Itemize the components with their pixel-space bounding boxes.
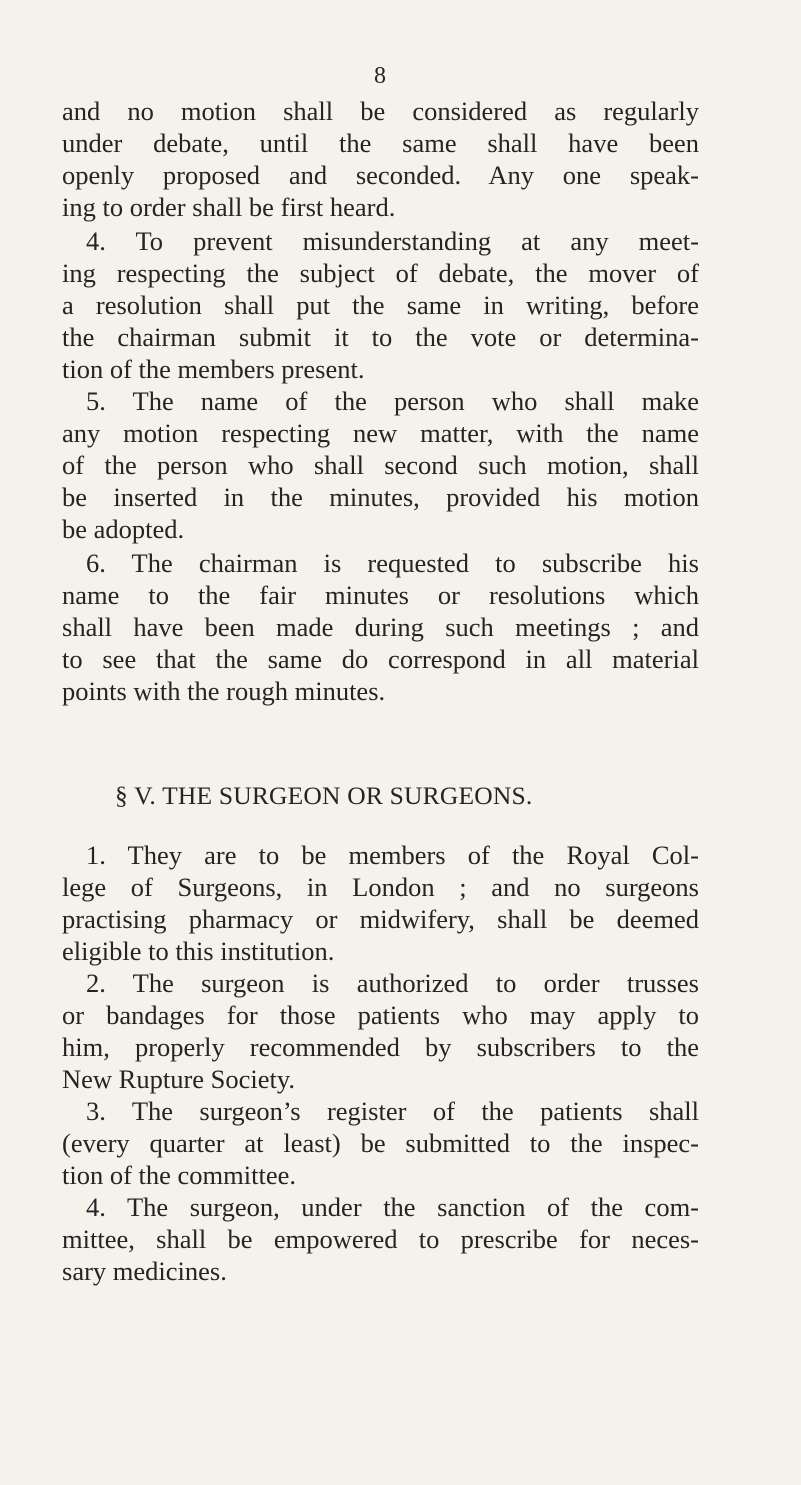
text-line: 5. The name of the person who shall make [86,386,699,416]
text-line: and no motion shall be considered as regularly [62,96,699,126]
text-line: the chairman submit it to the vote or determina- [62,322,699,352]
text-line: shall have been made during such meetings ; and [62,612,699,642]
text-line: name to the fair minutes or resolutions which [62,580,699,610]
text-line: 1. They are to be members of the Royal Col- [86,840,699,870]
text-line: 3. The surgeon’s register of the patients shall [86,1096,699,1126]
text-line: (every quarter at least) be submitted to the inspec- [62,1128,699,1158]
text-line: 2. The surgeon is authorized to order trusses [86,968,699,998]
text-line: or bandages for those patients who may apply to [62,1000,699,1030]
text-line: sary medicines. [62,1256,227,1286]
text-line: any motion respecting new matter, with the name [62,418,699,448]
text-line: ing respecting the subject of debate, the mover of [62,258,699,288]
text-line: ing to order shall be first heard. [62,192,396,222]
text-line: him, properly recommended by subscribers to the [62,1032,699,1062]
text-line: tion of the committee. [62,1160,297,1190]
text-line: to see that the same do correspond in all material [62,644,699,674]
text-line: a resolution shall put the same in writing, before [62,290,699,320]
text-line: mittee, shall be empowered to prescribe for neces- [62,1224,699,1254]
text-line: practising pharmacy or midwifery, shall be deemed [62,904,699,934]
text-line: 6. The chairman is requested to subscribe his [86,548,699,578]
text-line: tion of the members present. [62,354,365,384]
text-line: 4. To prevent misunderstanding at any meet- [86,226,699,256]
text-line: eligible to this institution. [62,936,335,966]
text-line: be inserted in the minutes, provided his motion [62,482,699,512]
text-line: lege of Surgeons, in London ; and no surgeons [62,872,699,902]
text-line: openly proposed and seconded. Any one speak- [62,160,699,190]
section-heading: § V. THE SURGEON OR SURGEONS. [115,781,533,810]
text-line: under debate, until the same shall have been [62,128,699,158]
text-line: 4. The surgeon, under the sanction of the com- [86,1192,699,1222]
text-line: points with the rough minutes. [62,676,386,706]
text-line: of the person who shall second such motion, shall [62,450,699,480]
text-line: be adopted. [62,514,185,544]
text-line: New Rupture Society. [62,1064,296,1094]
page-number: 8 [374,63,386,89]
